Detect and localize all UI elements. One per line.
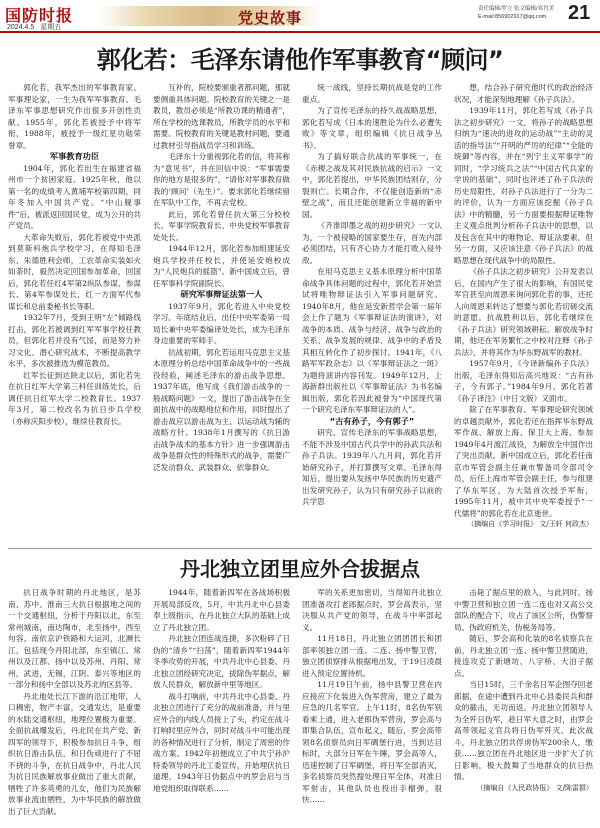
editor-names: 责任编辑/罗立 张文编辑/邓肖美 [478, 6, 555, 12]
paragraph: 为了宣传毛泽东的持久战战略思想，郭化若写成《日本的速胜论为什么必遭失败》等文章，组织编辑《抗日战争丛书》。 [302, 106, 442, 150]
paragraph: 在用马克思主义基本原理分析中国革命战争具体问题的过程中，郭化若开始尝试将唯物辩证法引入军事问题研究。1940年8月，他在延安新哲学会第一届年会上作了题为《军事辩证法的演讲》，对战争的本质、战争与经济、战争与政治的关系、战争发展的规律、战争中的矛盾及其相互转化作了初步探讨。1941年，《八路军军政杂志》以《军事辩证法之一斑》为题将演讲内容刊发。1949年12月，上海新群出版社以《军事辩证法》为书名编辑出版，郭化若因此被誉为“中国现代第一个研究毛泽东军事辩证法的人”。 [302, 267, 442, 414]
page-number: 21 [568, 2, 591, 24]
article1-column-2 [153, 82, 290, 542]
weekday: 星期五 [40, 24, 62, 31]
article2-column-4 [454, 587, 593, 823]
paragraph: 11月18日，丹北独立团团团长和团部率领独立团一连、二连、扬中警卫营，独立团侦察排从根据地出发，于19日凌晨进入预定位置待机。 [302, 634, 442, 678]
paragraph: 1944年12月，郭化若参加组建延安炮兵学校并任校长，并使延安炮校成为“人民炮兵的摇篮”。新中国成立后，曾任军事科学院副院长。 [153, 244, 290, 288]
editor-info [478, 5, 554, 21]
section-heading: 研究军事辩证法第一人 [180, 289, 263, 299]
paragraph: 11月19日午前，扬中县警卫营在内应接应下化装进入伪军营房，建立了最为应急的几名军官。上午11时，8名伪军别看乘上通，进入老郎伪军营房，罗会高与即集合队伍，宣布起义，随后，罗会高带领8名侦察员向日军碉堡行进，当到达目标时，大部分日军在午睡，罗会高等人，迅速控制了日军碉堡，将日军全部消灭，多名侦察员突然搜处理日军全体，对准日军射击，其他队员也投出手榴弹，很快…… [302, 680, 442, 804]
paragraph: 丹北独立团连战连捷，多次粉碎了日伪的“清乡”“扫荡”，随着新四军1944年冬季攻势的开展，中共丹北中心县委、丹北独立团经研究决定，拔除伪军据点，解放人民群众，解放新中里等地区。 [153, 634, 290, 689]
editor-email: E-mail:856902917@qq.com [478, 14, 547, 20]
paragraph: 郭化若，我军杰出的军事教育家、军事理论家，一生为我军军事教育、毛泽东军事思想研究作出很多开创性贡献。1955年，郭化若被授予中将军衔，1988年，被授予一级红星功勋荣誉章。 [8, 83, 141, 150]
paragraph: 1937年9月，郭化若进入中央党校学习。年底结业后，出任中央军委第一局局长兼中央军委编译处处长，成为毛泽东身边重要的军师手。 [153, 301, 290, 345]
section-heading: “古有孙子，今有郭子” [329, 415, 415, 426]
article1-title: 郭化若：毛泽东请他作军事教育“顾问” [96, 46, 504, 74]
paragraph: 此后，郭化若曾任抗大第三分校校长、军事学院教育长、中央党校军事教育处处长。 [153, 209, 290, 242]
paragraph: 除了在军事教育、军事理论研究领域的卓越贡献外，郭化若还在指挥华东野战军作战、解放上海、保卫大上海、参加1949年4月渡江战役，为解放全中国作出了突出贡献。新中国成立后，郭化若任南京市军管会副主任兼市警备司令部司令员，后任上海市军管会副主任，参与组建了华东军区，为大陆首次授予军衔，1995年11月，被中共中央军委授予“一代儒将”的郭化若在北京逝世。 [454, 405, 593, 518]
paragraph: 抗战初期，郭化若运用马克思主义基本原理分析总结中国革命战争中的一些战役经验，阐述毛泽东的游击战争思想。1937年底，他写成《我们游击战争的一般战略问题》一文，提出了游击战争在全面抗战中的战略地位和作用，同时提出了游击战应以游击战为主、以运动战为辅的战略方针。1938年1月撰写的《抗日游击战争战术的基本方针》进一步强调游击战争是群众性的特殊形式的战争，需要广泛发动群众、武装群众、依靠群众。 [153, 347, 290, 472]
paragraph: 丹北地处长江下游的沿江地带，人口稠密，物产丰富，交通发达，是重要的水陆交通枢纽，地理位置极为重要。全面抗战爆发后，丹北民在共产党、新四军的领导下，积极参加抗日斗争，组织抗日游击队伍，和日伪顽进行了不屈不挠的斗争，在抗日战争中，丹北人民为抗日民族解放事业做出了重大贡献，牺牲了许多英勇的儿女，他们为民族解放事业流血牺牲，为中华民族的解放做出了巨大贡献。 [8, 691, 141, 816]
paragraph: 研究、宣传毛泽东的军事战略思想，不能不涉及中国古代兵学中的孙武兵法和孙子兵法。1939年八九月间，郭化若开始研究孙子，并打算撰写文章。毛泽东得知后，提出要从发扬中华民族的历史遗产出发研究孙子，认为只有研究孙子以前的兵学思 [302, 428, 442, 506]
paragraph: 当日15时，三千余名日军企图夺回老郎据，在途中遭到丹北中心县委民兵和群众的截击，无功而返。丹北独立团领导人为全歼日伪军，趁日军大意之时，由罗会高带领起义官兵将日伪军歼灭。此次战斗，丹北独立团共俘虏伪军200余人，缴获……独立团在丹北地区进一步扩大了抗日影响，极大鼓舞了当地群众的抗日热情。 [454, 680, 593, 781]
paragraph: 军的关系更加密切，当得知丹北独立团准备攻打老郎据点时，罗会高表示，坚决服从共产党的领导，在战斗中率部起义。 [302, 588, 442, 632]
header-rule [0, 31, 600, 33]
article1-column-1 [8, 82, 141, 427]
paragraph: 《齐淮即墨之战的初步研究》一文认为，一个被侵略的国家要生存，首先内部必须团结，只有齐心协力才能打败入侵外敌。 [302, 221, 442, 265]
paragraph: 战斗打响前，中共丹北中心县委、丹北独立团进行了充分的战前准备，并与里应外合的内线人员接上了头，约定在战斗打响时里应外合，同时对战斗中可能出现的各种情况进行了分析，制定了周密的作战方案。1942年初便成立了中共宁孙沪特委领导的丹北工委宣传，开始埋伏抗日道理，1943年日伪据点中的罗会启与当地党组织取得联系…… [153, 691, 290, 793]
paragraph: 抗日战争时期的丹北地区，是苏南、苏中、淮南三大抗日根据地之间的一个交通枢纽，分析于丹阳以北，东至常州城南，南达陶市，北至扬中，西至句容。南依京沪铁路和大运河，北濒长江，包括现今丹阳北部，东至镇江、常州以及江都、扬中以及苏州、丹阳、常州，武进，无锡，江阴、泰兴等地区的一部分和扬中全部以及苏北的区县等。 [8, 588, 141, 689]
issue-date: 2024.4.5 [7, 24, 35, 31]
paragraph: 互补的，院校要颁重者都问题，那就要侧重具体问题。院校教育的关键之一是教员，教员必须是“所教功课的精通者”，所在学校的选课教员，所教学员的水平和需要。院校教育的关键是教材问题，要通过教材引导指战员学习和训练。 [153, 83, 290, 150]
masthead [0, 0, 600, 32]
paragraph: 红军长征到达陕北以后，郭化若先在抗日红军大学第三科任训练处长，后调任抗日红军大学二校教育长。1937年3月，第二校改名为抗日步兵学校（亦称庆阳步校），继续任教育长。 [8, 370, 141, 426]
paragraph: 想，结合孙子研究他时代的政治经济状况，才能深刻地理解《孙子兵法》。 [454, 83, 593, 104]
column-banner [100, 6, 320, 26]
paragraph: 为了搞好联合抗战的军事统一，在《赤稷之战及其对民族抗战的启示》一文中，郭化若提出，中华民族团结则存，分裂则亡。长期合作，不仅能创造新的“赤壁之战”，而且还能创建新立幸福的新中国。 [302, 152, 442, 219]
newspaper-logo: 国防时报 [5, 6, 74, 25]
paragraph: 统一战线，坚持长期抗战是党的工作重点。 [302, 83, 442, 104]
article-divider [8, 548, 592, 549]
paragraph: 1904年，郭化若出生在福建省福州市一个贫困家庭。1925年秋，他以第一名的成绩考入黄埔军校第四期，同年冬加入中国共产党。“中山舰事件”后，被派返回国民党，成为公开的共产党员。 [8, 163, 141, 230]
column-title: 党史故事 [237, 9, 302, 27]
paragraph: 1944年，随着新四军在各战场积极开展局部反攻，5月，中共丹北中心县委奉上级指示，在丹北独立大队的基础上成立了丹北独立团。 [153, 588, 290, 632]
article2-title: 丹北独立团里应外合拔据点 [180, 557, 420, 581]
article2-column-3 [302, 587, 442, 823]
paragraph: 毛泽东十分重视郭化若的信，将其称为“意见书”，并在回信中说：“军事需要你的地方是很多的”，“请你对军事教育做我的‘顾问’（先生）”。要求郭化若继续留在军队中工作，不再去党校。 [153, 152, 290, 207]
paragraph: 《孙子兵法之初步研究》公开发表以后，在国内产生了很大的影响，有国民党军官甚至向周恩来询问郭化若的事，还托人向周恩来转达了想要与郭化若切磋交流的意愿。抗战胜利以后，郭化若继续在《孙子兵法》研究领域耕耘。解放战争时期，他还在军务繁忙之中校对注释《孙子兵法》，并将其作为华东野战军的教材。 [454, 267, 593, 357]
article1-byline: （摘编自《学习时报》 文/王轩 何政杰） [467, 520, 593, 528]
paragraph: 大革命失败后，郭化若被党中央派到莫斯科炮兵学校学习，在得知毛泽东、朱德胜利会师，工农革命实装如火如荼时，毅然决定回国参加革命，回国后，郭化若任红4军第2纵队参谋、参谋长、第4军参谋处长，红一方面军代参谋长和总前委秘书长等职。 [8, 232, 141, 311]
article2-byline: （摘编自《人民政协报》 文/陈雷群） [476, 783, 593, 792]
section-heading: 军事教育功臣 [49, 151, 100, 161]
article2-column-1 [8, 587, 141, 823]
paragraph: 1932年7月，受到王明“左”倾路线打击，郭化若被调到红军军事学校任教员，但郭化若并没有气馁，而是努力补习文化、潜心研究战术，不断提高教学水平，多次被推选为模范教员。 [8, 313, 141, 368]
article1-column-3 [302, 82, 442, 542]
paragraph: 击毙了据点里的敌人，与此同时，扬中警卫营和独立团一连二连也对又高公交部队的配合下，攻占了该区公所，伪警察局、伪政府机关，伪税务局等。 [454, 588, 593, 632]
paragraph: 随后，罗会高和化装的8名侦察兵在前，丹北独立团一连、扬中警卫营随进，接连攻克了新塘坊、八字桥、大泊子据点。 [454, 634, 593, 678]
article2-column-2 [153, 587, 290, 823]
paragraph: 1939年11月，郭化若写成《孙子兵法之初步研究》一文，将孙子的战略思想归纳为“速决的进攻的运动战”“主动的灵活的指导法”“开明的严厉的纪律”“全能的统御”等内容，并在“列宁主义军事学”的同时，“学习统兵之法”“中国古代兵家的学说的基础”，同时也评述了孙子兵法的历史局限性，对孙子兵法进行了一分为二的评价，认为一方面应该挖掘《孙子兵法》中的精髓，另一方面要根据辩证唯物主义观点批判分析孙子兵法中的思想，以及包含在其中的唯物论、辩证法要素，但另一方面，又应该注意《孙子兵法》的战略思想在现代战争中的局限性。 [454, 106, 593, 265]
article1-column-4 [454, 82, 593, 542]
paragraph: 1957年9月，《今译新编孙子兵法》出版，毛泽东得知后高兴地说：“古有孙子，今有郭子。”1984年9月，郭化若著《孙子译注》（中日文版）又面市。 [454, 359, 593, 403]
